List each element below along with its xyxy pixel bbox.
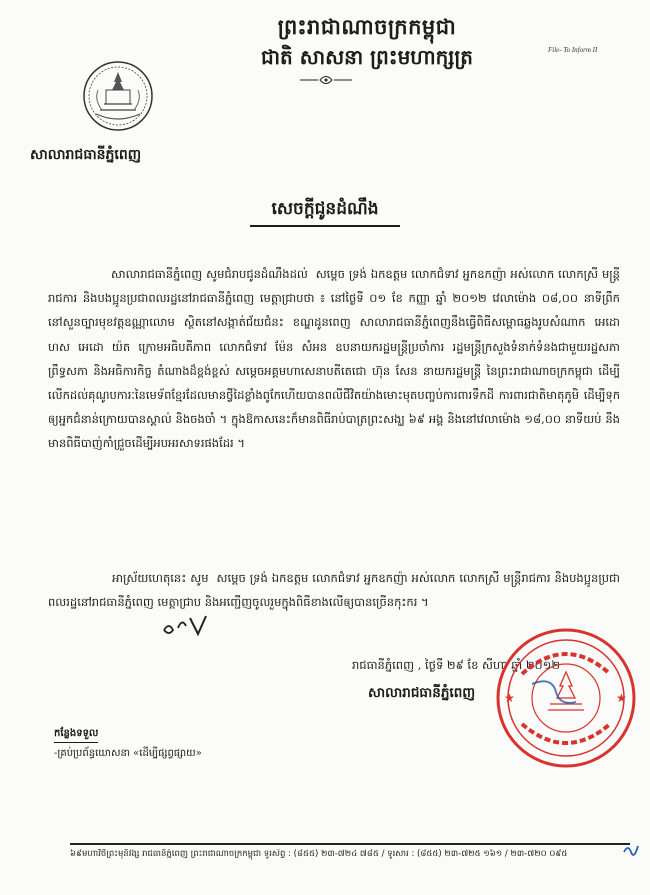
document-title: សេចក្តីជូនដំណឹង	[250, 198, 400, 227]
signer-title: សាលារាជធានីភ្នំពេញ	[368, 685, 476, 701]
handwritten-count-mark	[160, 612, 210, 642]
footer-address: ៦៩មហាវិថីព្រះមុនីវង្ស រាជធានីភ្នំពេញ ព្រះរាជាណាចក្រកម្ពុជា ទូរស័ព្ទ : (៨៥៥) ២៣-៧២៤ ៧៨៥ / ទូរសារ : (៨៥៥) ២៣-៧២៥ ១៦១ / ២៣-៧២០ ០៩៥	[70, 849, 568, 859]
issuing-authority: សាលារាជធានីភ្នំពេញ	[30, 147, 142, 163]
kingdom-heading: ព្រះរាជាណាចក្រកម្ពុជា	[277, 14, 457, 39]
distribution-title: កន្លែងទទួល	[54, 726, 98, 743]
divider-ornament-icon	[298, 74, 354, 86]
national-motto: ជាតិ សាសនា ព្រះមហាក្សត្រ	[261, 45, 473, 69]
date-line: រាជធានីភ្នំពេញ , ថ្ងៃទី ២៩ ខែ សីហា ឆ្នាំ ២០១២	[352, 658, 561, 672]
body-paragraph: សាលារាជធានីភ្នំពេញ សូមជំរាបជូនដំណឹងដល់ សម្តេច ទ្រង់ ឯកឧត្តម លោកជំទាវ អ្នកឧកញ៉ា អស់លោក លោកស្រី មន្ត្រីរាជការ និងបងប្អូនប្រជាពលរដ្ឋនៅរាជធានីភ្នំពេញ មេត្តាជ្រាបថា ៖ នៅថ្ងៃទី ០១ ខែ កញ្ញា ឆ្នាំ ២០១២ វេលាម៉ោង ០៨,០០ នាទីព្រឹក នៅសួនច្បារមុខវត្តឧណ្ណាលោម ស្ថិតនៅសង្កាត់ជ័យជំនះ ខណ្ឌដូនពេញ សាលារាជធានីភ្នំពេញនឹងធ្វើពិធីសម្ពោធឆ្លងរូបសំណាក អេដោ ហស អេដោ យ៉ត ក្រោមអធិបតីភាព លោកជំទាវ ម៉ែន សំអន ឧបនាយករដ្ឋមន្ត្រីប្រចាំការ រដ្ឋមន្ត្រីក្រសួងទំនាក់ទំនងជាមួយរដ្ឋសភា ព្រឹទ្ធសភា និងអធិការកិច្ច តំណាងដ៏ខ្ពង់ខ្ពស់ សម្តេចអគ្គមហាសេនាបតីតេជោ ហ៊ុន សែន នាយករដ្ឋមន្ត្រី នៃព្រះរាជាណាចក្រកម្ពុជា ដើម្បីលើកដល់គុណូបការៈនៃមេទ័ពខ្មែរដែលមានថ្វីដៃខ្លាំងពូកែហើយបានពលីជីវិតយ៉ាងមោះមុតបញ្ចប់ការពារទឹកដី ការពារជាតិមាតុភូមិ ដើម្បីទុកឲ្យអ្នកជំនាន់ក្រោយបានស្គាល់ និងចងចាំ ។ ក្នុងឱកាសនេះក៏មានពិធីរាប់បាត្រព្រះសង្ឃ ៦៩ អង្គ និងនៅវេលាម៉ោង ១៨,០០ នាទីយប់ នឹងមានពិធីបាញ់កាំជ្រួចដើម្បីអបអរសាទរផងដែរ ។	[48, 267, 624, 451]
handwritten-mark-icon	[622, 842, 640, 858]
municipality-emblem-icon	[82, 60, 154, 132]
svg-text:★: ★	[616, 691, 627, 705]
file-note: File- To Inform II	[548, 46, 598, 54]
official-seal-icon	[492, 624, 640, 772]
distribution-item: -គ្រប់ប្រព័ន្ធឃោសនា «ដើម្បីផ្សព្វផ្សាយ»	[54, 748, 202, 759]
body-paragraph: អាស្រ័យហេតុនេះ សូម សម្តេច ទ្រង់ ឯកឧត្តម លោកជំទាវ អ្នកឧកញ៉ា អស់លោក លោកស្រី មន្ត្រីរាជការ និងបងប្អូនប្រជាពលរដ្ឋនៅរាជធានីភ្នំពេញ មេត្តាជ្រាប និងអញ្ជើញចូលរួមក្នុងពិធីខាងលើឲ្យបានច្រើនកុះករ ។	[48, 571, 620, 610]
svg-text:★: ★	[504, 691, 515, 705]
footer-divider	[70, 843, 630, 845]
